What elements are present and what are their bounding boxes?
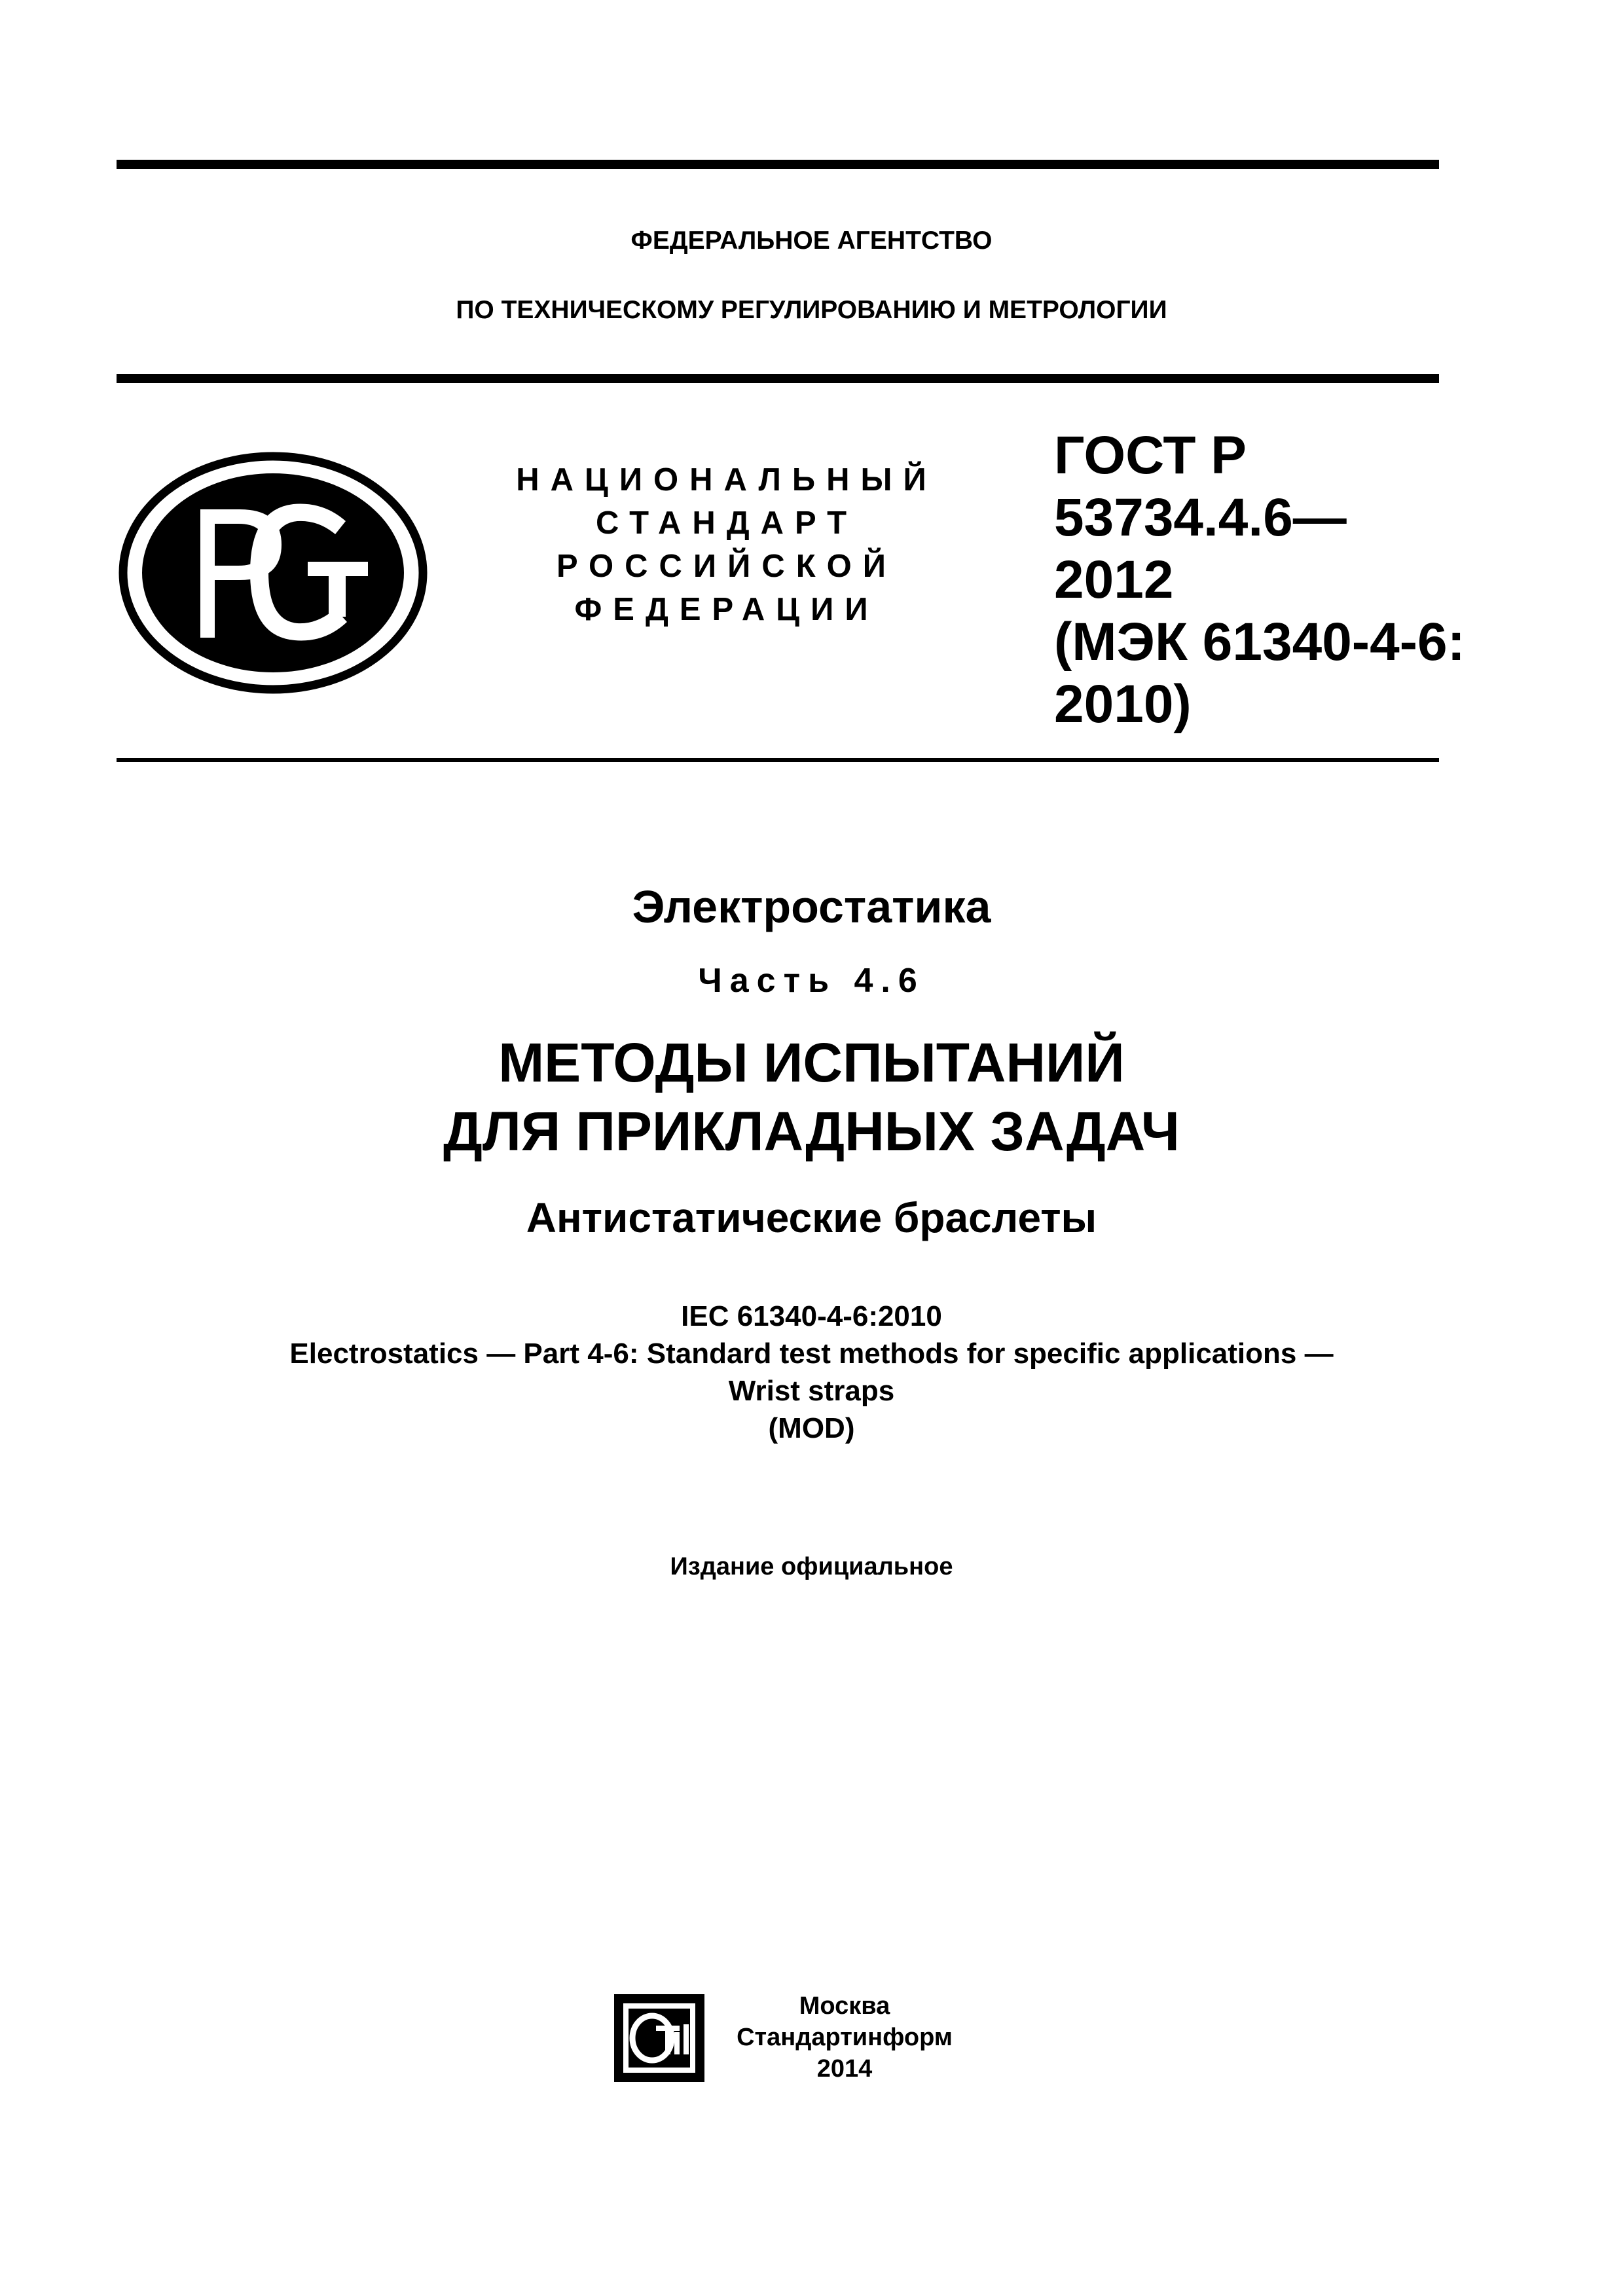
publisher-city: Москва [799, 1992, 890, 2020]
agency-line-2: ПО ТЕХНИЧЕСКОМУ РЕГУЛИРОВАНИЮ И МЕТРОЛОГИИ [456, 296, 1167, 324]
national-standard-line-1: НАЦИОНАЛЬНЫЙ [516, 462, 938, 498]
national-standard-line-3: РОССИЙСКОЙ [556, 549, 897, 584]
header-rule [117, 374, 1439, 383]
title-heading-2: ДЛЯ ПРИКЛАДНЫХ ЗАДАЧ [443, 1101, 1180, 1162]
designation-line-5: 2010) [1054, 674, 1192, 734]
iec-code: IEC 61340-4-6:2010 [681, 1300, 942, 1332]
iec-title-line-1: Electrostatics — Part 4-6: Standard test methods for specific applications — [289, 1338, 1334, 1370]
title-main: Электростатика [632, 881, 991, 932]
rst-mark-icon [117, 446, 429, 699]
title-part: Часть 4.6 [698, 962, 925, 1000]
top-rule [117, 160, 1439, 169]
designation-rule [117, 758, 1439, 762]
publisher-name: Стандартинформ [737, 2024, 953, 2051]
national-standard-line-2: СТАНДАРТ [595, 505, 858, 541]
title-subtitle: Антистатические браслеты [526, 1194, 1097, 1241]
title-heading-1: МЕТОДЫ ИСПЫТАНИЙ [498, 1032, 1125, 1093]
designation-line-2: 53734.4.6— [1054, 488, 1347, 547]
designation-line-4: (МЭК 61340-4-6: [1054, 612, 1465, 672]
national-standard-line-4: ФЕДЕРАЦИИ [574, 592, 879, 627]
designation-line-3: 2012 [1054, 550, 1174, 610]
designation-line-1: ГОСТ Р [1054, 426, 1247, 485]
standartinform-logo-icon [609, 1992, 707, 2085]
publisher-year: 2014 [816, 2055, 873, 2083]
agency-line-1: ФЕДЕРАЛЬНОЕ АГЕНТСТВО [630, 227, 993, 255]
iec-mod: (MOD) [768, 1412, 855, 1444]
iec-title-line-2: Wrist straps [728, 1375, 895, 1407]
edition-label: Издание официальное [670, 1553, 953, 1580]
